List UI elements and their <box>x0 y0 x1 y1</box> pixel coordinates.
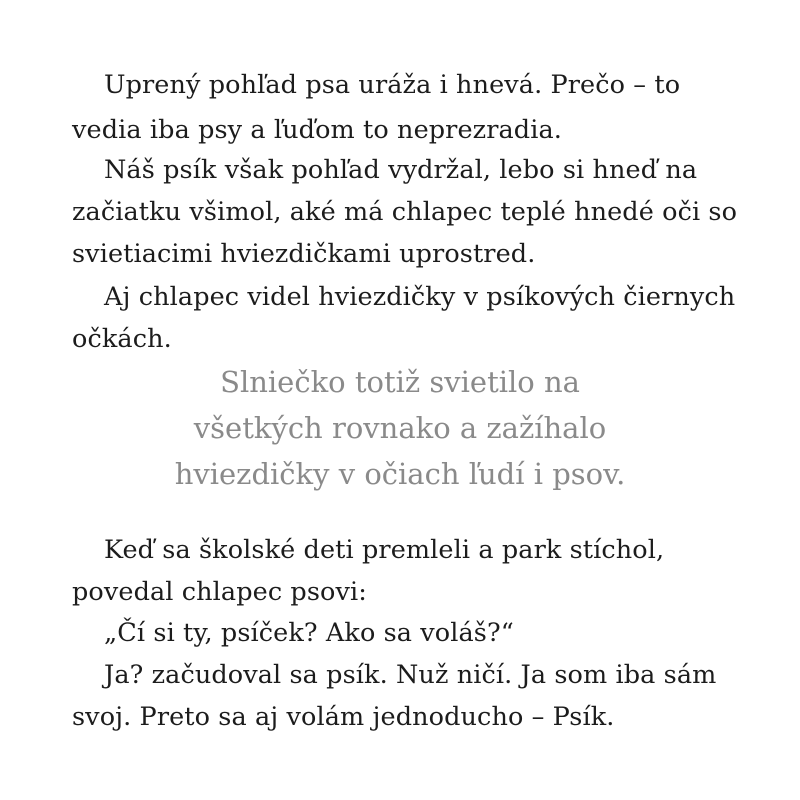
text-line: začiatku všimol, aké má chlapec teplé hnedé oči so <box>72 197 738 227</box>
pull-quote-line: hviezdičky v očiach ľudí i psov. <box>174 457 626 491</box>
text-line: svietiacimi hviezdičkami uprostred. <box>72 239 536 269</box>
text-line: Keď sa školské deti premleli a park stíchol, <box>104 535 665 565</box>
text-line: vedia iba psy a ľuďom to neprezradia. <box>72 115 562 145</box>
pull-quote-line: všetkých rovnako a zažíhalo <box>193 411 607 445</box>
text-line: „Čí si ty, psíček? Ako sa voláš?“ <box>104 618 514 648</box>
text-line: Aj chlapec videl hviezdičky v psíkových čiernych <box>104 282 736 312</box>
text-line: svoj. Preto sa aj volám jednoducho – Psík. <box>72 702 615 732</box>
text-line: Ja? začudoval sa psík. Nuž ničí. Ja som iba sám <box>104 660 717 690</box>
pull-quote-line: Slniečko totiž svietilo na <box>220 365 580 399</box>
text-line: Náš psík však pohľad vydržal, lebo si hneď na <box>104 155 698 185</box>
text-line: očkách. <box>72 324 172 354</box>
text-line: povedal chlapec psovi: <box>72 577 367 607</box>
text-line: Uprený pohľad psa uráža i hnevá. Prečo – to <box>104 70 681 100</box>
